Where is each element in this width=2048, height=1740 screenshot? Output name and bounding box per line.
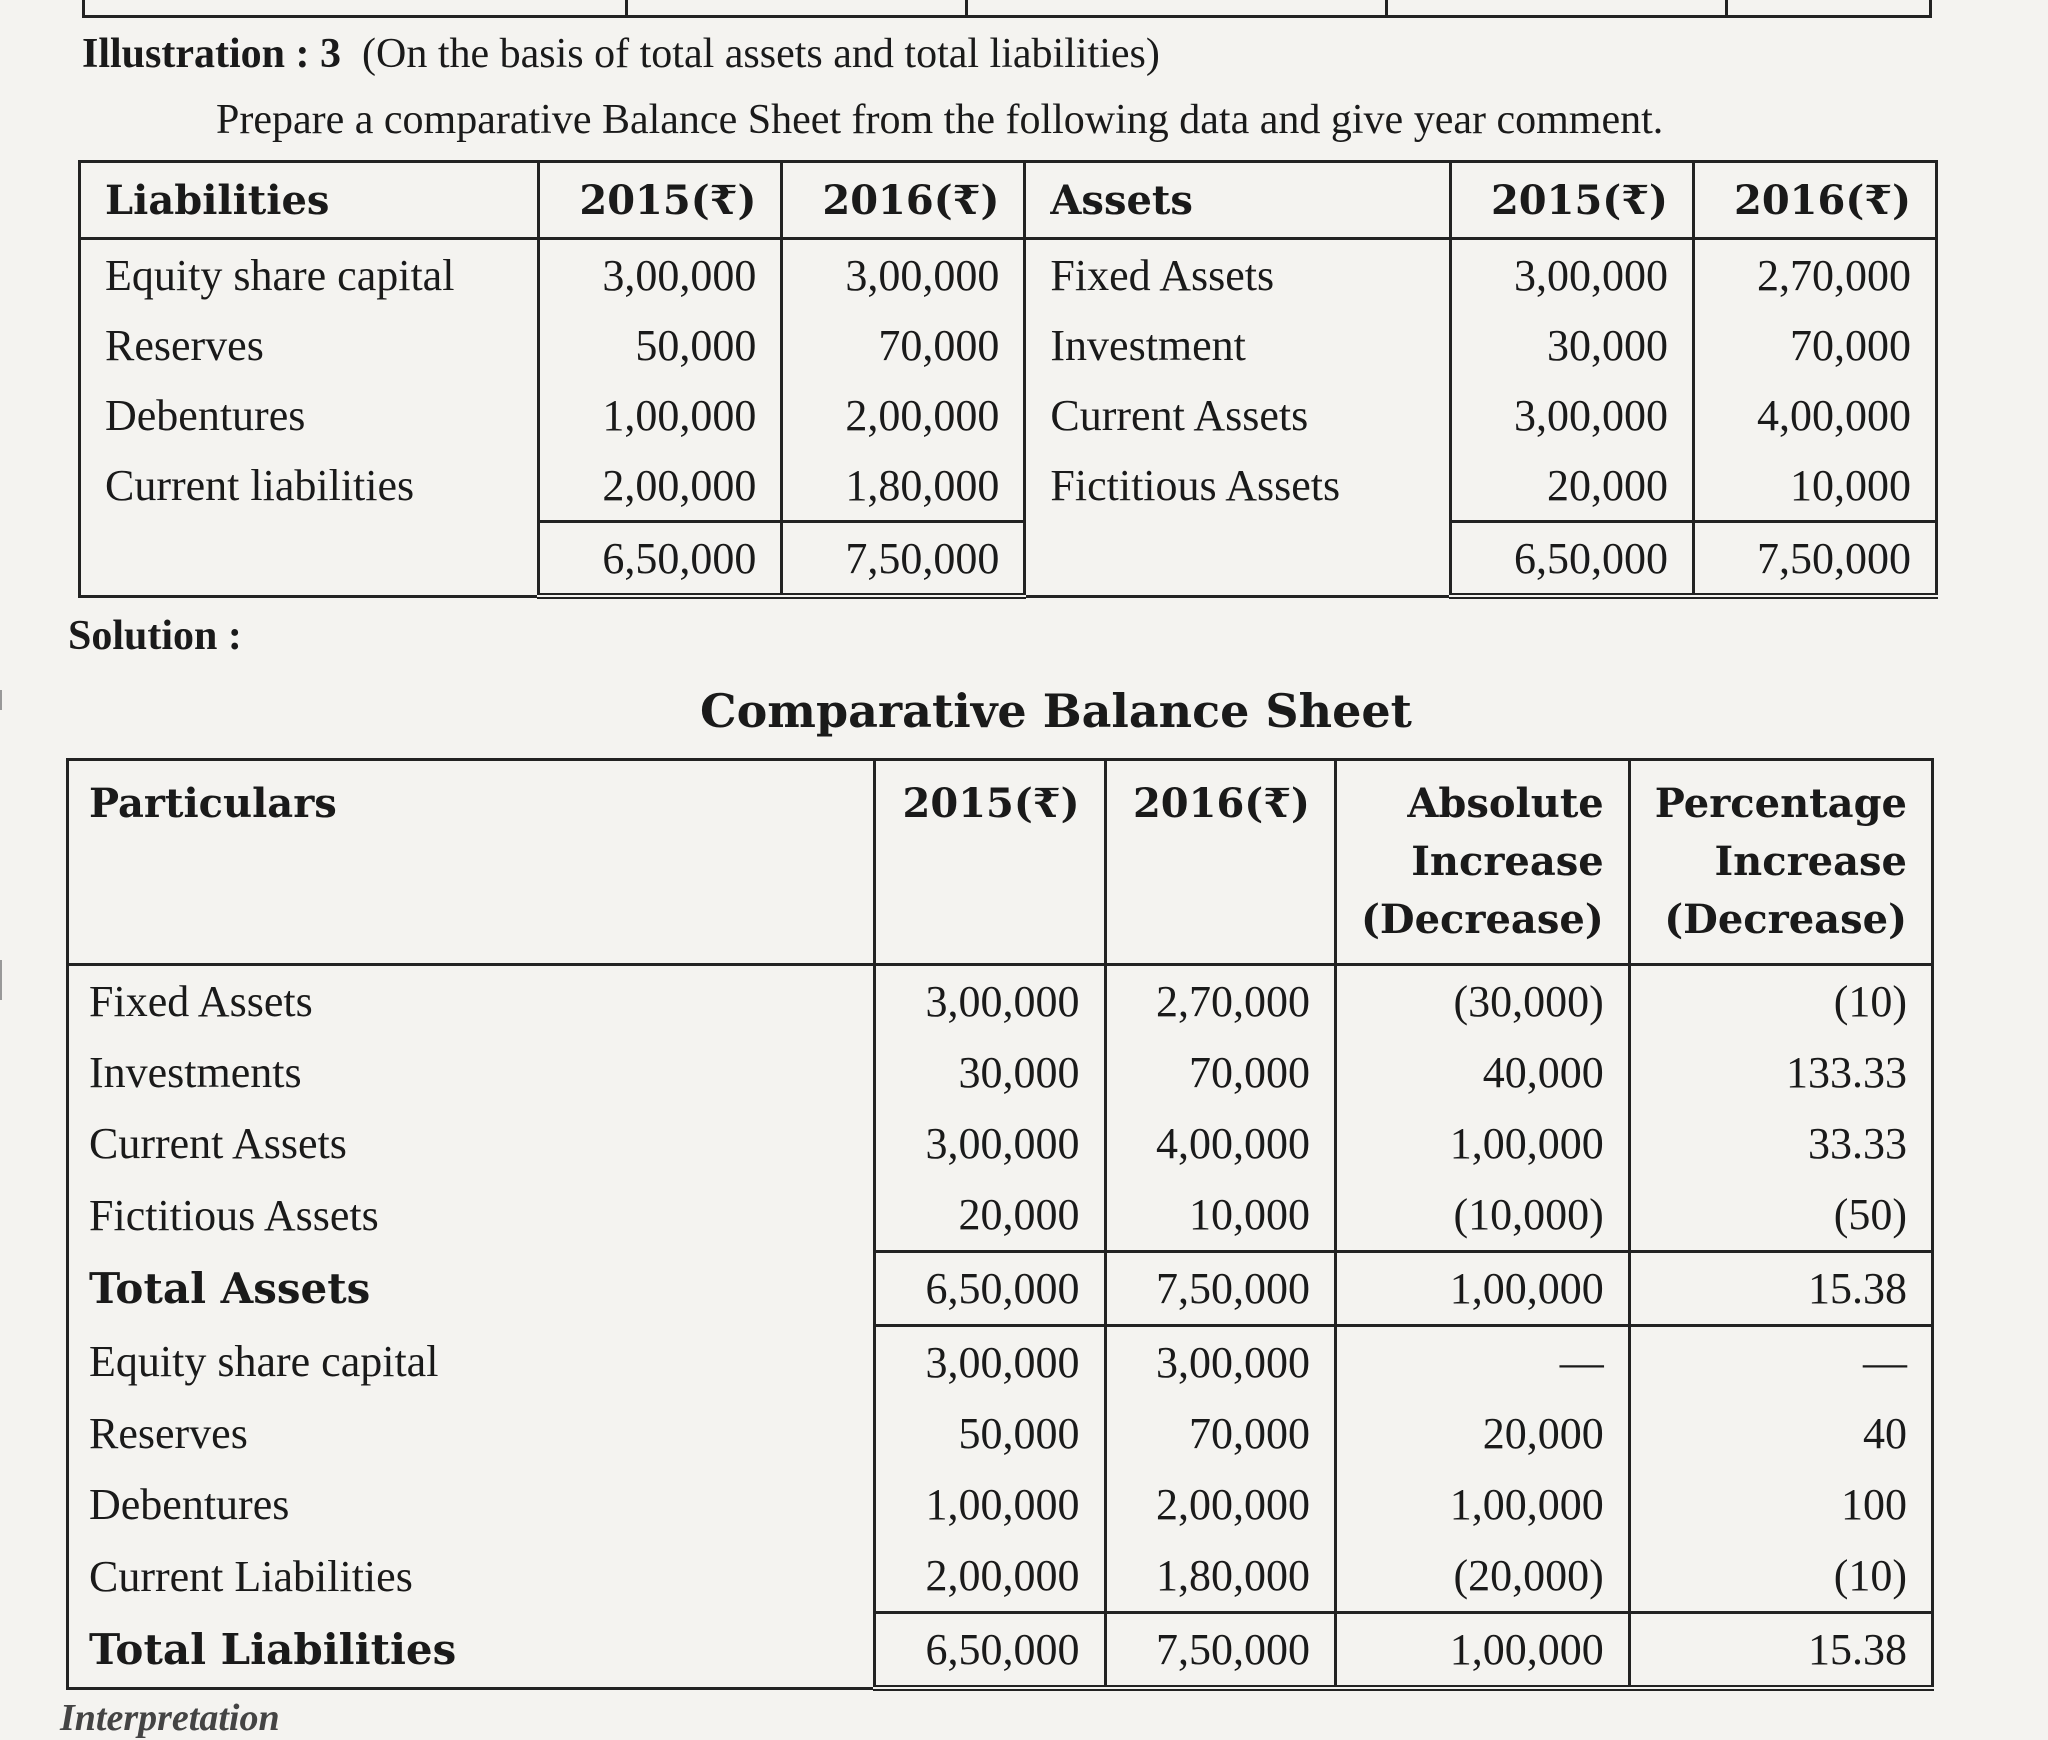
table-row [80, 310, 1937, 380]
table-row [80, 450, 1937, 522]
table-row [80, 239, 1937, 311]
header-line: Increase [1714, 838, 1907, 885]
value-cell: 50,000 [539, 310, 782, 380]
table-row [68, 1469, 1933, 1540]
totals-row [80, 522, 1937, 597]
value-cell: 30,000 [875, 1037, 1105, 1108]
value-cell: 3,00,000 [539, 239, 782, 311]
value-cell: 1,00,000 [1335, 1469, 1629, 1540]
total-cell: 6,50,000 [875, 1252, 1105, 1326]
liability-label: Equity share capital [105, 250, 455, 300]
asset-label: Investment [1025, 310, 1451, 380]
header-assets: Assets [1025, 162, 1451, 239]
table-row [68, 1326, 1933, 1399]
total-cell: 6,50,000 [539, 522, 782, 597]
table-divider [965, 0, 968, 15]
value-cell: 33.33 [1629, 1108, 1932, 1179]
table-row [68, 1179, 1933, 1252]
value-cell: 2,70,000 [1105, 965, 1335, 1038]
empty-cell [1025, 522, 1451, 597]
particular-label: Debentures [89, 1480, 290, 1529]
illustration-label: Illustration : 3 [82, 31, 342, 77]
value-cell: 1,00,000 [539, 380, 782, 450]
liability-label: Current liabilities [105, 461, 415, 511]
particular-label: Current Assets [89, 1119, 347, 1168]
value-cell: 20,000 [1335, 1398, 1629, 1469]
table-row [68, 1540, 1933, 1613]
value-cell: 20,000 [1450, 450, 1693, 522]
header-absolute-change [1335, 760, 1629, 965]
value-cell: 133.33 [1629, 1037, 1932, 1108]
value-cell: 40,000 [1335, 1037, 1629, 1108]
total-cell: 15.38 [1629, 1613, 1932, 1689]
value-cell: 70,000 [1693, 310, 1936, 380]
liability-label: Debentures [105, 390, 306, 440]
particular-label: Total Assets [89, 1264, 371, 1313]
particular-label: Current Liabilities [89, 1551, 413, 1601]
value-cell: 50,000 [875, 1398, 1105, 1469]
illustration-basis: (On the basis of total assets and total liabilities) [362, 31, 1160, 77]
particular-label: Total Liabilities [89, 1625, 457, 1674]
margin-mark [0, 960, 12, 1000]
total-cell: 7,50,000 [1105, 1252, 1335, 1326]
value-cell: 1,00,000 [1335, 1108, 1629, 1179]
value-cell: 4,00,000 [1693, 380, 1936, 450]
value-cell: 70,000 [1105, 1037, 1335, 1108]
value-cell: — [1629, 1326, 1932, 1399]
value-cell: (20,000) [1335, 1540, 1629, 1613]
total-cell: 15.38 [1629, 1252, 1932, 1326]
header-2015: 2015(₹) [539, 162, 782, 239]
particular-label: Reserves [89, 1409, 248, 1458]
value-cell: 3,00,000 [1105, 1326, 1335, 1399]
value-cell: 2,00,000 [782, 380, 1025, 450]
value-cell: 70,000 [782, 310, 1025, 380]
question-header-row [80, 162, 1937, 239]
header-particulars: Particulars [68, 760, 875, 965]
value-cell: 2,00,000 [875, 1540, 1105, 1613]
value-cell: 1,00,000 [875, 1469, 1105, 1540]
particular-label: Investments [89, 1048, 302, 1097]
asset-label: Current Assets [1025, 380, 1451, 450]
value-cell: 70,000 [1105, 1398, 1335, 1469]
interpretation-heading: Interpretation [60, 1697, 280, 1739]
asset-label: Fixed Assets [1025, 239, 1451, 311]
comparative-balance-sheet-table [66, 758, 1934, 1691]
value-cell: 1,80,000 [782, 450, 1025, 522]
header-line: Increase [1411, 838, 1604, 885]
value-cell: 3,00,000 [875, 965, 1105, 1038]
previous-table-edge [82, 0, 1932, 18]
value-cell: 40 [1629, 1398, 1932, 1469]
header-2016: 2016(₹) [782, 162, 1025, 239]
illustration-prompt: Prepare a comparative Balance Sheet from the following data and give year comment. [216, 97, 1664, 143]
value-cell: 10,000 [1105, 1179, 1335, 1252]
table-divider [1725, 0, 1728, 15]
value-cell: 20,000 [875, 1179, 1105, 1252]
value-cell: 3,00,000 [782, 239, 1025, 311]
header-2016: 2016(₹) [1693, 162, 1936, 239]
value-cell: 3,00,000 [1450, 380, 1693, 450]
table-divider [625, 0, 628, 15]
header-2016: 2016(₹) [1105, 760, 1335, 965]
total-cell: 6,50,000 [1450, 522, 1693, 597]
value-cell: 3,00,000 [875, 1108, 1105, 1179]
value-cell: (10,000) [1335, 1179, 1629, 1252]
header-line: Absolute [1407, 780, 1604, 827]
value-cell: 1,80,000 [1105, 1540, 1335, 1613]
value-cell: 100 [1629, 1469, 1932, 1540]
table-divider [1385, 0, 1388, 15]
solution-label: Solution : [68, 613, 242, 659]
total-cell: 1,00,000 [1335, 1252, 1629, 1326]
table-row [68, 1398, 1933, 1469]
liability-label: Reserves [105, 320, 264, 370]
value-cell: 30,000 [1450, 310, 1693, 380]
illustration-heading [82, 30, 1160, 78]
particular-label: Fictitious Assets [89, 1190, 379, 1240]
header-line: (Decrease) [1664, 896, 1907, 943]
total-cell: 7,50,000 [1105, 1613, 1335, 1689]
header-2015: 2015(₹) [1450, 162, 1693, 239]
table-row [68, 965, 1933, 1038]
empty-cell [80, 522, 539, 597]
total-assets-row [68, 1252, 1933, 1326]
value-cell: 4,00,000 [1105, 1108, 1335, 1179]
value-cell: 2,00,000 [539, 450, 782, 522]
header-2015: 2015(₹) [875, 760, 1105, 965]
value-cell: 2,70,000 [1693, 239, 1936, 311]
value-cell: 3,00,000 [875, 1326, 1105, 1399]
value-cell: (10) [1629, 1540, 1932, 1613]
solution-header-row [68, 760, 1933, 965]
value-cell: 2,00,000 [1105, 1469, 1335, 1540]
value-cell: (50) [1629, 1179, 1932, 1252]
value-cell: — [1335, 1326, 1629, 1399]
value-cell: 3,00,000 [1450, 239, 1693, 311]
header-percentage-change [1629, 760, 1932, 965]
value-cell: 10,000 [1693, 450, 1936, 522]
value-cell: (30,000) [1335, 965, 1629, 1038]
asset-label: Fictitious Assets [1025, 450, 1451, 522]
table-row [80, 380, 1937, 450]
total-cell: 6,50,000 [875, 1613, 1105, 1689]
value-cell: (10) [1629, 965, 1932, 1038]
total-cell: 7,50,000 [782, 522, 1025, 597]
header-line: (Decrease) [1360, 896, 1604, 943]
total-cell: 7,50,000 [1693, 522, 1936, 597]
table-row [68, 1037, 1933, 1108]
total-liabilities-row [68, 1613, 1933, 1689]
solution-title: Comparative Balance Sheet [700, 684, 1412, 738]
margin-mark [0, 690, 12, 710]
particular-label: Fixed Assets [89, 977, 313, 1026]
total-cell: 1,00,000 [1335, 1613, 1629, 1689]
question-table [78, 160, 1938, 599]
header-line: Percentage [1654, 780, 1907, 827]
table-row [68, 1108, 1933, 1179]
particular-label: Equity share capital [89, 1337, 439, 1387]
header-liabilities: Liabilities [80, 162, 539, 239]
